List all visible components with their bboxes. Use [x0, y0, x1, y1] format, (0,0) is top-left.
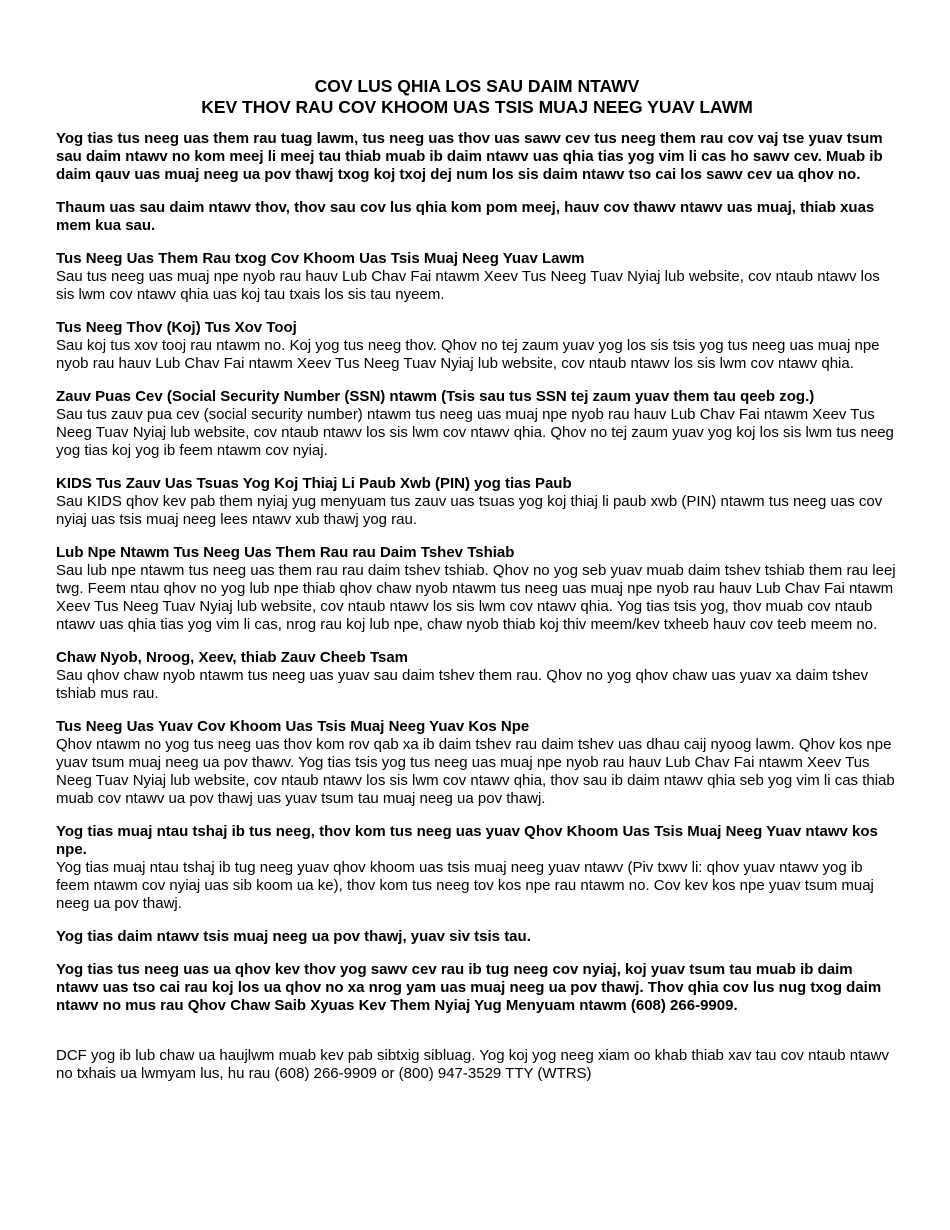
section-address [56, 649, 898, 703]
section-heading: Tus Neeg Uas Them Rau txog Cov Khoom Uas Tsis Muaj Neeg Yuav Lawm [56, 250, 585, 267]
section-ssn [56, 388, 898, 460]
section-kids-pin [56, 475, 898, 529]
document-page [56, 76, 898, 1083]
intro-paragraph-2: Thaum uas sau daim ntawv thov, thov sau cov lus qhia kom pom meej, hauv cov thawv ntawv uas muaj, thiab xuas mem kua sau. [56, 199, 875, 234]
section-body: Qhov ntawm no yog tus neeg uas thov kom rov qab xa ib daim tshev rau daim tshev uas dhau caij nyoog lawm. Qhov kos npe yuav tsum muaj neeg ua pov thawv. Yog tias tsis yog tus neeg uas muaj npe nyob rau hauv Lub Chav Fai ntawm Xeev Tus Neeg Tuav Nyiaj lub website, cov ntaub ntawv los sis lwm cov ntawv qhia, thov sau ib daim ntawv qhia seb yog vim li cas thiab muab cov ntawv ua pov thawj uas yuav tsum tau muaj neeg ua pov thawj. [56, 736, 895, 807]
section-multiple-owners [56, 823, 898, 913]
section-body: Sau tus neeg uas muaj npe nyob rau hauv Lub Chav Fai ntawm Xeev Tus Neeg Tuav Nyiaj lub website, cov ntaub ntawv los sis lwm cov ntawv qhia uas koj tau txais los sis tau nyeem. [56, 268, 880, 303]
section-body: Yog tias muaj ntau tshaj ib tug neeg yuav qhov khoom uas tsis muaj neeg yuav ntawv (Piv txwv li: qhov yuav ntawv yog ib feem ntawm cov nyiaj uas sib koom ua ke), thov kom tus neeg tov kos npe rau ntawm no. Cov kev kos npe yuav tsum muaj neeg ua pov thawj. [56, 859, 874, 912]
section-heading: Chaw Nyob, Nroog, Xeev, thiab Zauv Cheeb Tsam [56, 649, 409, 666]
notarization-warning: Yog tias daim ntawv tsis muaj neeg ua pov thawj, yuav siv tsis tau. [56, 928, 531, 945]
section-payee-name [56, 250, 898, 304]
section-heading: Tus Neeg Thov (Koj) Tus Xov Tooj [56, 319, 297, 336]
section-body: Sau qhov chaw nyob ntawm tus neeg uas yuav sau daim tshev them rau. Qhov no yog qhov chaw uas yuav xa daim tshev tshiab mus rau. [56, 667, 869, 702]
section-heading: Tus Neeg Uas Yuav Cov Khoom Uas Tsis Muaj Neeg Yuav Kos Npe [56, 718, 530, 735]
section-heading: KIDS Tus Zauv Uas Tsuas Yog Koj Thiaj Li Paub Xwb (PIN) yog tias Paub [56, 475, 572, 492]
section-body: Sau tus zauv pua cev (social security number) ntawm tus neeg uas muaj npe nyob rau hauv Lub Chav Fai ntawm Xeev Tus Neeg Tuav Nyiaj lub website, cov ntaub ntawv los sis lwm cov ntawv qhia. Qhov no tej zaum yuav yog koj los sis lwm tus neeg yog tias koj yog ib feem ntawm cov nyiaj. [56, 406, 894, 459]
title-line-2: KEV THOV RAU COV KHOOM UAS TSIS MUAJ NEEG YUAV LAWM [201, 97, 753, 117]
title-line-1: COV LUS QHIA LOS SAU DAIM NTAWV [314, 76, 640, 96]
document-title [56, 76, 898, 118]
section-new-check-payee [56, 544, 898, 634]
intro-paragraph-1: Yog tias tus neeg uas them rau tuag lawm, tus neeg uas thov uas sawv cev tus neeg them rau cov vaj tse yuav tsum sau daim ntawv no kom meej li meej tau thiab muab ib daim ntawv uas qhia tias yog vim li cas ho sawv cev. Muab ib daim qauv uas muaj neeg ua pov thawj txog koj txoj dej num los sis daim ntawv tso cai los sawv cev ua qhov no. [56, 130, 883, 183]
section-owner-signature [56, 718, 898, 808]
section-heading: Zauv Puas Cev (Social Security Number (SSN) ntawm (Tsis sau tus SSN tej zaum yuav them tau qeeb zog.) [56, 388, 815, 405]
section-heading: Yog tias muaj ntau tshaj ib tus neeg, thov kom tus neeg uas yuav Qhov Khoom Uas Tsis Muaj Neeg Yuav ntawv kos npe. [56, 823, 878, 858]
representative-instructions: Yog tias tus neeg uas ua qhov kev thov yog sawv cev rau ib tug neeg cov nyiaj, koj yuav tsum tau muab ib daim ntawv uas tso cai rau koj los ua qhov no xa nrog yam uas muaj neeg ua pov thawj. Thov qhia cov lus nug txog daim ntawv no mus rau Qhov Chaw Saib Xyuas Kev Them Nyiaj Yug Menyuam ntawm (608) 266-9909. [56, 961, 882, 1014]
section-body: Sau KIDS qhov kev pab them nyiaj yug menyuam tus zauv uas tsuas yog koj thiaj li paub xwb (PIN) ntawm tus neeg uas cov nyiaj uas tsis muaj neeg lees ntawv xub thawj yog rau. [56, 493, 883, 528]
footer-notice: DCF yog ib lub chaw ua haujlwm muab kev pab sibtxig sibluag. Yog koj yog neeg xiam oo khab thiab xav tau cov ntaub ntawv no txhais ua lwmyam lus, hu rau (608) 266-9909 or (800) 947-3529 TTY (WTRS) [56, 1047, 889, 1082]
section-body: Sau koj tus xov tooj rau ntawm no. Koj yog tus neeg thov. Qhov no tej zaum yuav yog los sis tsis yog tus neeg uas muaj npe nyob rau hauv Lub Chav Fai ntawm Xeev Tus Neeg Tuav Nyiaj lub website, cov ntaub ntawv los sis lwm cov ntawv qhia. [56, 337, 880, 372]
section-claimant-phone [56, 319, 898, 373]
section-heading: Lub Npe Ntawm Tus Neeg Uas Them Rau rau Daim Tshev Tshiab [56, 544, 515, 561]
section-body: Sau lub npe ntawm tus neeg uas them rau rau daim tshev tshiab. Qhov no yog seb yuav muab daim tshev tshiab them rau leej twg. Feem ntau qhov no yog lub npe thiab qhov chaw nyob ntawm tus neeg uas muaj npe nyob rau hauv Lub Chav Fai ntawm Xeev Tus Neeg Tuav Nyiaj lub website, cov ntaub ntawv los sis lwm cov ntawv qhia. Yog tias tsis yog, thov muab cov ntaub ntawv uas qhia tias yog vim li cas, nrog rau koj lub npe, chaw nyob thiab koj thiv meem/kev txheeb hauv cov teeb meem no. [56, 562, 896, 633]
